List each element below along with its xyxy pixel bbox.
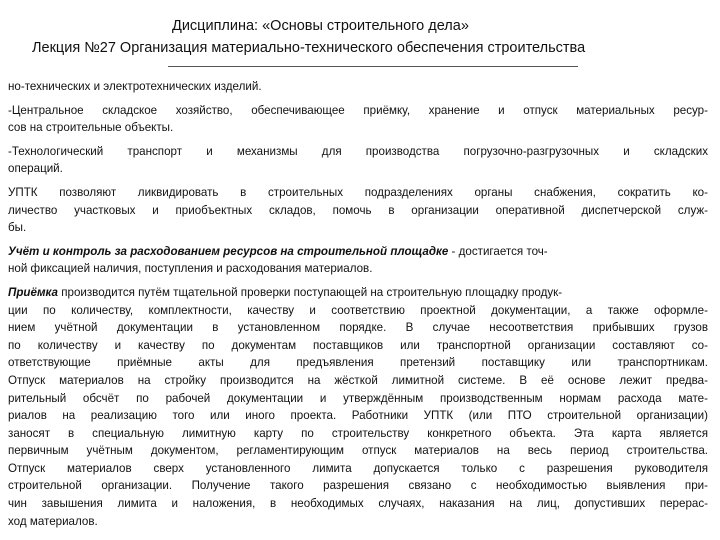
text-line — [8, 243, 708, 261]
paragraph-5 — [8, 243, 708, 278]
text-line: бы. — [8, 221, 27, 235]
text-run: - достигается точ- — [448, 244, 548, 258]
paragraph-2 — [8, 102, 708, 137]
text-line: риалов на реализацию того или иного проекта. Работники УПТК (или ПТО строительной организации) — [8, 409, 708, 423]
text-line: ции по количеству, комплектности, качеству и соответствию проектной документации, а также оформле- — [8, 303, 708, 317]
text-line: Отпуск материалов на стройку производится на жёсткой лимитной системе. В её основе лежит предва- — [8, 373, 708, 387]
document-body — [8, 78, 708, 530]
text-line: ответствующие приёмные акты для предъявления претензий поставщику или транспортникам. — [8, 356, 708, 370]
text-line: заносят в специальную лимитную карту по строительству конкретного объекта. Эта карта является — [8, 426, 708, 440]
text-line: но-технических и электротехнических изделий. — [8, 80, 262, 93]
text-line: -Центральное складское хозяйство, обеспечивающее приёмку, хранение и отпуск материальных ресур- — [8, 103, 708, 117]
text-line: ход материалов. — [8, 514, 98, 528]
emphasis-text: Учёт и контроль за расходованием ресурсов на строительной площадке — [8, 244, 449, 258]
text-line: -Технологический транспорт и механизмы для производства погрузочно-разгрузочных и складских — [8, 144, 708, 158]
text-line — [8, 284, 708, 302]
text-line: личество участковых и приобъектных складов, помочь в организации оперативной диспетчерской служ- — [8, 203, 708, 217]
text-line: нием учётной документации в установленном порядке. В случае несоответствия прибывших грузов — [8, 321, 708, 335]
text-line: УПТК позволяют ликвидировать в строительных подразделениях органы снабжения, сократить ко- — [8, 185, 708, 199]
emphasis-text: Приёмка — [8, 285, 58, 299]
text-line: рительный обсчёт по рабочей документации и утверждённым производственным нормам расхода мате- — [8, 391, 708, 405]
paragraph-1 — [8, 78, 708, 96]
text-line: первичным учётным документом, регламентирующим отпуск материалов на весь период строительства. — [8, 444, 708, 458]
text-line: операций. — [8, 162, 63, 176]
text-line: чин завышения лимита и наложения, в необходимых случаях, наказания на лиц, допустивших перерас- — [8, 497, 708, 511]
header-divider — [168, 66, 578, 67]
text-line: по количеству и качеству по документам поставщиков или транспортной организации составляют со- — [8, 338, 708, 352]
lecture-title: Лекция №27 Организация материально-технического обеспечения строительства — [32, 40, 586, 56]
paragraph-4 — [8, 184, 708, 237]
text-run: производится путём тщательной проверки поступающей на строительную площадку продук- — [58, 285, 563, 299]
discipline-title: Дисциплина: «Основы строительного дела» — [172, 18, 469, 34]
text-line: ной фиксацией наличия, поступления и расходования материалов. — [8, 262, 373, 276]
paragraph-6 — [8, 284, 708, 530]
paragraph-3 — [8, 143, 708, 178]
text-line: Отпуск материалов сверх установленного лимита допускается только с разрешения руководителя — [8, 461, 708, 475]
text-line: сов на строительные объекты. — [8, 121, 174, 135]
text-line: строительной организации. Получение такого разрешения связано с необходимостью выявления при- — [8, 479, 708, 493]
